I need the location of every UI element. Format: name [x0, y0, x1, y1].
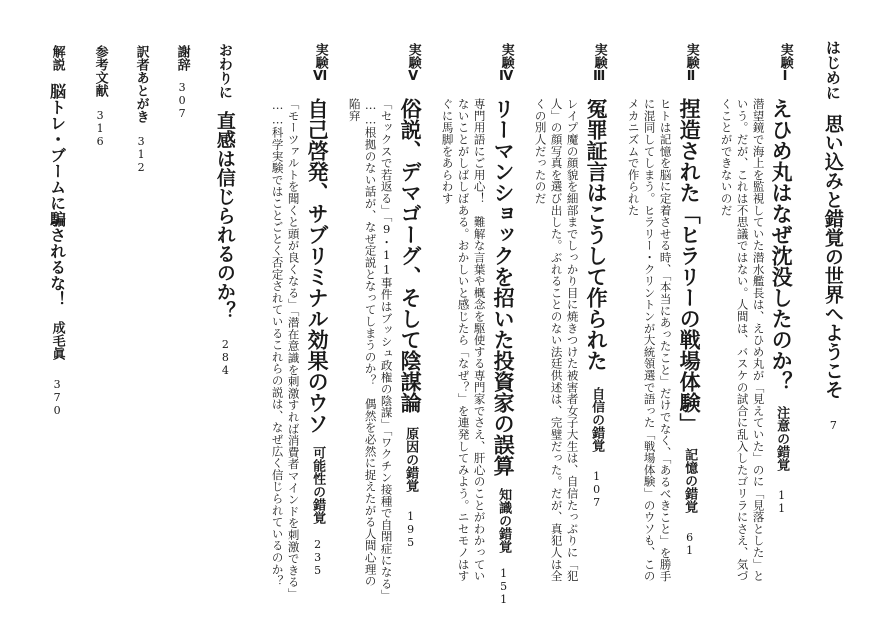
- chapter-6-desc-1: 「モーツァルトを聞くと頭が良くなる」「潜在意識を刺激すれば消費者マインドを刺激できる」: [286, 98, 301, 600]
- chapter-3-desc-3: くの別人だったのだ: [533, 98, 548, 205]
- toc-intro[interactable]: [822, 40, 843, 432]
- chapter-label: 実験Ⅳ: [498, 43, 514, 84]
- intro-page: 7: [826, 419, 840, 432]
- chapter-6-desc-2: ……科学実験ではことごとく否定されているこれらの説は、なぜ広く信じられているのか？: [270, 98, 285, 587]
- chapter-page: 235: [311, 538, 325, 577]
- chapter-label: 実験Ⅴ: [405, 43, 421, 84]
- acknowledgments-label: 謝辞: [174, 45, 190, 71]
- toc-commentary[interactable]: [48, 45, 66, 417]
- chapter-3-desc-2: 人」の顔写真を選び出した。ぶれることのない法廷供述は、完璧だった。だが、真犯人は全: [549, 98, 564, 582]
- chapter-subtitle: 記憶の錯覚: [682, 448, 698, 513]
- chapter-title: 捏造された「ヒラリーの戦場体験」: [677, 98, 703, 434]
- chapter-page: 195: [404, 510, 418, 549]
- chapter-subtitle: 原因の錯覚: [403, 427, 419, 492]
- closing-page: 284: [218, 338, 232, 377]
- toc-references[interactable]: [91, 45, 109, 148]
- chapter-5-title-col[interactable]: [399, 98, 422, 549]
- chapter-4-label-col: [497, 43, 515, 84]
- chapter-5-desc-1: 「セックスで若返る」「9・11事件はブッシュ政権の陰謀」「ワクチン接種で自閉症になる」: [379, 98, 394, 602]
- chapter-5-desc-3: 陥穽: [347, 98, 362, 122]
- chapter-label: 実験Ⅰ: [777, 43, 793, 84]
- chapter-4-desc-1: 専門用語にご用心！ 難解な言葉や概念を駆使する専門家でさえ、肝心のことがわかってい: [472, 98, 487, 582]
- chapter-2-label-col: [682, 43, 700, 84]
- chapter-label: 実験Ⅵ: [312, 43, 328, 84]
- intro-title: 思い込みと錯覚の世界へようこそ: [821, 114, 844, 399]
- references-label: 参考文献: [92, 45, 108, 97]
- chapter-title: 冤罪証言はこうして作られた: [584, 98, 610, 371]
- acknowledgments-page: 307: [175, 81, 189, 120]
- chapter-title: えひめ丸はなぜ沈没したのか？: [769, 98, 795, 392]
- chapter-2-desc-3: メカニズムで作られた: [626, 98, 641, 216]
- commentary-author: 成毛眞: [49, 321, 65, 360]
- chapter-subtitle: 自信の錯覚: [589, 387, 605, 452]
- toc-closing[interactable]: [214, 43, 235, 377]
- chapter-subtitle: 注意の錯覚: [774, 406, 790, 471]
- chapter-2-title-col[interactable]: [678, 98, 701, 557]
- closing-title: 直感は信じられるのか？: [213, 111, 236, 320]
- chapter-label: 実験Ⅲ: [591, 43, 607, 84]
- chapter-page: 107: [590, 470, 604, 509]
- toc-acknowledgments[interactable]: [173, 45, 191, 120]
- chapter-page: 61: [683, 531, 697, 557]
- commentary-title: 脳トレ・ブームに騙されるな！: [47, 83, 67, 307]
- chapter-page: 151: [497, 567, 511, 606]
- chapter-1-label-col: [776, 43, 794, 84]
- chapter-1-desc-2: いう。だが、これは不思議ではない。人間は、バスケの試合に乱入したゴリラにさえ、気づ: [735, 98, 750, 582]
- chapter-title: 自己啓発、サブリミナル効果のウソ: [305, 98, 331, 434]
- closing-label: おわりに: [216, 43, 233, 99]
- chapter-subtitle: 可能性の錯覚: [310, 446, 326, 524]
- chapter-5-label-col: [404, 43, 422, 84]
- chapter-2-desc-1: ヒトは記憶を脳に定着させる時、「本当にあったこと」だけでなく、「あるべきこと」を勝手: [658, 98, 673, 583]
- chapter-1-title-col[interactable]: [770, 98, 793, 515]
- chapter-6-title-col[interactable]: [306, 98, 329, 577]
- references-page: 316: [93, 109, 107, 148]
- chapter-4-desc-3: ぐに馬脚をあらわす: [440, 98, 455, 205]
- commentary-label: 解説: [49, 45, 65, 71]
- chapter-subtitle: 知識の錯覚: [496, 488, 512, 553]
- chapter-page: 11: [775, 489, 789, 515]
- chapter-1-desc-3: くことができないのだ: [719, 98, 734, 216]
- chapter-6-label-col: [311, 43, 329, 84]
- commentary-page: 370: [50, 378, 64, 417]
- chapter-title: 俗説、デマゴーグ、そして陰謀論: [398, 98, 424, 413]
- translator-afterword-label: 訳者あとがき: [133, 45, 149, 123]
- chapter-3-label-col: [590, 43, 608, 84]
- chapter-4-desc-2: ないことがしばしばある。おかしいと感じたら「なぜ？」を連発してみよう。ニセモノはす: [456, 98, 471, 582]
- chapter-3-title-col[interactable]: [585, 98, 608, 509]
- chapter-1-desc-1: 潜望鏡で海上を監視していた潜水艦長は、えひめ丸が「見えていた」のに「見落とした」と: [751, 98, 766, 582]
- chapter-2-desc-2: に混同してしまう。ヒラリー・クリントンが大統領選で語った「戦場体験」のウソも、この: [642, 98, 657, 582]
- intro-label: はじめに: [823, 40, 842, 100]
- chapter-3-desc-1: レイプ魔の顔貌を細部までしっかり目に焼きつけた被害者女子大生は、自信たっぷりに「犯: [565, 98, 580, 582]
- toc-translator-afterword[interactable]: [132, 45, 150, 174]
- chapter-5-desc-2: ……根拠のない話が、なぜ定説となってしまうのか？ 偶然を必然に捉えたがる人間心理の: [363, 98, 378, 587]
- translator-afterword-page: 312: [134, 135, 148, 174]
- chapter-title: リーマンショックを招いた投資家の誤算: [491, 98, 517, 476]
- chapter-4-title-col[interactable]: [492, 98, 515, 606]
- chapter-label: 実験Ⅱ: [683, 43, 699, 84]
